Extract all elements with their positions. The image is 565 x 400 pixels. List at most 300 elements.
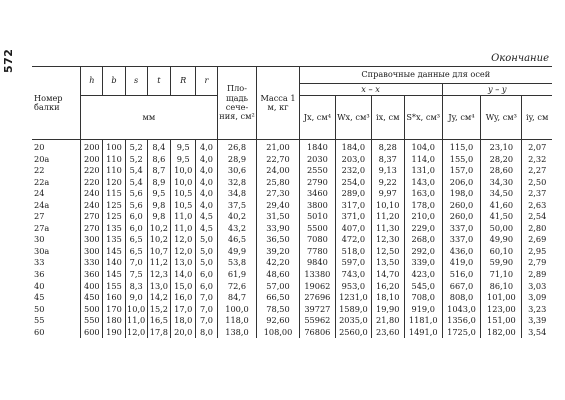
value-cell: 7,5 [125, 269, 147, 281]
value-cell: 4,0 [196, 165, 217, 177]
value-cell: 9,8 [147, 211, 170, 223]
value-cell: 7080 [299, 234, 336, 246]
beam-number-cell: 24а [34, 199, 50, 210]
value-cell: 1231,0 [336, 292, 371, 304]
header-ix: ix, см [371, 96, 404, 140]
value-cell: 71,10 [481, 269, 522, 281]
table-row [32, 292, 552, 304]
value-cell: 34,30 [481, 177, 522, 189]
value-cell: 2,80 [522, 223, 552, 235]
value-cell: 18,10 [371, 292, 404, 304]
value-cell: 120 [103, 177, 125, 189]
value-cell: 40,2 [217, 211, 257, 223]
value-cell: 8,28 [371, 140, 404, 154]
value-cell: 6,0 [125, 211, 147, 223]
value-cell: 110 [103, 154, 125, 166]
value-cell: 2560,0 [336, 327, 371, 339]
beam-number-cell: 36 [34, 269, 45, 280]
value-cell: 28,60 [481, 165, 522, 177]
value-cell: 1589,0 [336, 304, 371, 316]
value-cell: 667,0 [442, 281, 481, 293]
value-cell: 268,0 [404, 234, 442, 246]
value-cell: 400 [81, 281, 103, 293]
value-cell: 60,10 [481, 246, 522, 258]
header-wx: Wx, см³ [336, 96, 371, 140]
value-cell: 337,0 [442, 234, 481, 246]
value-cell: 49,9 [217, 246, 257, 258]
value-cell: 360 [81, 269, 103, 281]
value-cell: 5,0 [196, 234, 217, 246]
value-cell: 5,2 [125, 140, 147, 154]
value-cell: 16,5 [147, 315, 170, 327]
header-t: t [147, 67, 170, 96]
value-cell: 46,5 [217, 234, 257, 246]
value-cell: 86,10 [481, 281, 522, 293]
value-cell: 13,0 [171, 257, 196, 269]
value-cell: 2,79 [522, 257, 552, 269]
value-cell: 37,5 [217, 200, 257, 212]
value-cell: 10,2 [147, 223, 170, 235]
value-cell: 28,9 [217, 154, 257, 166]
value-cell: 53,8 [217, 257, 257, 269]
value-cell: 4,5 [196, 211, 217, 223]
value-cell: 3,09 [522, 292, 552, 304]
value-cell: 4,0 [196, 188, 217, 200]
value-cell: 16,20 [371, 281, 404, 293]
beam-number-cell: 20 [34, 142, 45, 152]
table-row [32, 257, 552, 269]
value-cell: 84,7 [217, 292, 257, 304]
value-cell: 12,50 [371, 246, 404, 258]
value-cell: 125 [103, 211, 125, 223]
value-cell: 210,0 [404, 211, 442, 223]
value-cell: 29,40 [257, 200, 299, 212]
value-cell: 808,0 [442, 292, 481, 304]
value-cell: 2,54 [522, 211, 552, 223]
value-cell: 4,5 [196, 223, 217, 235]
table-row [32, 223, 552, 235]
value-cell: 2,37 [522, 188, 552, 200]
table-row [32, 140, 552, 154]
beam-number-cell: 55 [34, 315, 45, 326]
beam-number-cell: 24 [34, 188, 45, 199]
header-h: h [81, 67, 103, 96]
value-cell: 18,0 [171, 315, 196, 327]
value-cell: 143,0 [404, 177, 442, 189]
value-cell: 206,0 [442, 177, 481, 189]
table-row [32, 188, 552, 200]
value-cell: 31,50 [257, 211, 299, 223]
value-cell: 34,8 [217, 188, 257, 200]
value-cell: 10,5 [171, 200, 196, 212]
value-cell: 72,6 [217, 281, 257, 293]
value-cell: 33,90 [257, 223, 299, 235]
header-b: b [103, 67, 125, 96]
value-cell: 7,0 [196, 304, 217, 316]
value-cell: 10,5 [171, 188, 196, 200]
value-cell: 3,03 [522, 281, 552, 293]
value-cell: 2550 [299, 165, 336, 177]
value-cell: 17,8 [147, 327, 170, 339]
table-row [32, 200, 552, 212]
value-cell: 182,00 [481, 327, 522, 339]
value-cell: 20,0 [171, 327, 196, 339]
header-jx: Jx, см⁴ [299, 96, 336, 140]
value-cell: 7780 [299, 246, 336, 258]
value-cell: 743,0 [336, 269, 371, 281]
value-cell: 151,00 [481, 315, 522, 327]
value-cell: 919,0 [404, 304, 442, 316]
table-row [32, 327, 552, 339]
header-jy: Jy, см⁴ [442, 96, 481, 140]
value-cell: 516,0 [442, 269, 481, 281]
value-cell: 49,90 [481, 234, 522, 246]
value-cell: 2,32 [522, 154, 552, 166]
value-cell: 270 [81, 223, 103, 235]
table-row [32, 165, 552, 177]
beam-number-cell: 27 [34, 211, 45, 222]
header-reference-data: Справочные данные для осей [299, 67, 552, 84]
value-cell: 550 [81, 315, 103, 327]
value-cell: 11,0 [127, 315, 146, 326]
beam-number-cell: 45 [34, 292, 45, 303]
value-cell: 220 [81, 165, 103, 177]
value-cell: 337,0 [442, 223, 481, 235]
value-cell: 3800 [299, 200, 336, 212]
table-row [32, 304, 552, 316]
value-cell: 11,0 [171, 211, 196, 223]
value-cell: 2035,0 [336, 315, 371, 327]
value-cell: 1840 [299, 140, 336, 154]
value-cell: 27,30 [257, 188, 299, 200]
value-cell: 2,07 [522, 140, 552, 154]
value-cell: 135 [103, 223, 125, 235]
value-cell: 518,0 [336, 246, 371, 258]
value-cell: 76806 [299, 327, 336, 339]
value-cell: 11,20 [371, 211, 404, 223]
value-cell: 145 [103, 246, 125, 258]
header-R: R [171, 67, 196, 96]
value-cell: 2,50 [522, 177, 552, 189]
value-cell: 419,0 [442, 257, 481, 269]
value-cell: 12,0 [171, 246, 196, 258]
value-cell: 27696 [299, 292, 336, 304]
value-cell: 2,89 [522, 269, 552, 281]
value-cell: 4,0 [196, 177, 217, 189]
value-cell: 6,0 [196, 281, 217, 293]
value-cell: 198,0 [442, 188, 481, 200]
value-cell: 3,23 [522, 304, 552, 316]
value-cell: 155,0 [442, 154, 481, 166]
value-cell: 2030 [299, 154, 336, 166]
value-cell: 135 [103, 234, 125, 246]
value-cell: 14,2 [147, 292, 170, 304]
value-cell: 260,0 [442, 200, 481, 212]
value-cell: 2,27 [522, 165, 552, 177]
value-cell: 92,60 [257, 315, 299, 327]
value-cell: 36,50 [257, 234, 299, 246]
value-cell: 240 [81, 188, 103, 200]
value-cell: 16,0 [171, 292, 196, 304]
value-cell: 41,50 [481, 211, 522, 223]
value-cell: 115 [103, 188, 125, 200]
value-cell: 500 [81, 304, 103, 316]
value-cell: 101,00 [481, 292, 522, 304]
value-cell: 953,0 [336, 281, 371, 293]
value-cell: 15,0 [171, 281, 196, 293]
value-cell: 21,00 [257, 140, 299, 154]
value-cell: 597,0 [336, 257, 371, 269]
value-cell: 545,0 [404, 281, 442, 293]
value-cell: 163,0 [404, 188, 442, 200]
value-cell: 15,2 [147, 304, 170, 316]
header-sx: S*x, см³ [404, 96, 442, 140]
value-cell: 5500 [299, 223, 336, 235]
value-cell: 300 [81, 234, 103, 246]
value-cell: 600 [81, 327, 103, 339]
value-cell: 114,0 [404, 154, 442, 166]
value-cell: 2790 [299, 177, 336, 189]
value-cell: 4,0 [196, 200, 217, 212]
header-beam-number: Номер балки [32, 67, 81, 140]
header-axis-x: x – x [299, 84, 442, 96]
value-cell: 10,10 [371, 200, 404, 212]
value-cell: 48,60 [257, 269, 299, 281]
value-cell: 232,0 [336, 165, 371, 177]
value-cell: 10,2 [147, 234, 170, 246]
value-cell: 23,10 [481, 140, 522, 154]
value-cell: 292,0 [404, 246, 442, 258]
value-cell: 178,0 [404, 200, 442, 212]
value-cell: 220 [81, 177, 103, 189]
value-cell: 34,50 [481, 188, 522, 200]
value-cell: 708,0 [404, 292, 442, 304]
value-cell: 5,6 [125, 200, 147, 212]
page-number: 572 [2, 48, 15, 74]
value-cell: 2,63 [522, 200, 552, 212]
value-cell: 10,0 [127, 303, 146, 314]
header-mm: мм [81, 96, 217, 140]
table-caption: Окончание [491, 53, 549, 64]
value-cell: 4,0 [196, 154, 217, 166]
value-cell: 13380 [299, 269, 336, 281]
value-cell: 180 [103, 315, 125, 327]
table-row [32, 246, 552, 258]
value-cell: 4,0 [196, 140, 217, 154]
value-cell: 5010 [299, 211, 336, 223]
value-cell: 100 [103, 140, 125, 154]
value-cell: 1181,0 [404, 315, 442, 327]
value-cell: 140 [103, 257, 125, 269]
value-cell: 8,6 [147, 154, 170, 166]
header-iy: iy, см [522, 96, 552, 140]
table-body [32, 140, 552, 339]
value-cell: 289,0 [336, 188, 371, 200]
value-cell: 254,0 [336, 177, 371, 189]
value-cell: 270 [81, 211, 103, 223]
value-cell: 5,6 [125, 188, 147, 200]
value-cell: 131,0 [404, 165, 442, 177]
value-cell: 6,0 [196, 269, 217, 281]
value-cell: 22,70 [257, 154, 299, 166]
value-cell: 5,0 [196, 246, 217, 258]
value-cell: 160 [103, 292, 125, 304]
value-cell: 41,60 [481, 200, 522, 212]
beam-number-cell: 33 [34, 257, 45, 268]
value-cell: 55962 [299, 315, 336, 327]
value-cell: 6,0 [125, 223, 147, 235]
value-cell: 11,30 [371, 223, 404, 235]
value-cell: 9,97 [371, 188, 404, 200]
value-cell: 9,13 [371, 165, 404, 177]
value-cell: 24,00 [257, 165, 299, 177]
value-cell: 1356,0 [442, 315, 481, 327]
value-cell: 10,7 [147, 246, 170, 258]
value-cell: 203,0 [336, 154, 371, 166]
beam-number-cell: 22а [34, 176, 50, 187]
value-cell: 26,8 [217, 140, 257, 154]
value-cell: 9,8 [147, 200, 170, 212]
value-cell: 12,30 [371, 234, 404, 246]
value-cell: 170 [103, 304, 125, 316]
value-cell: 6,5 [125, 246, 147, 258]
value-cell: 229,0 [404, 223, 442, 235]
value-cell: 184,0 [336, 140, 371, 154]
value-cell: 7,0 [125, 257, 147, 269]
value-cell: 6,5 [125, 234, 147, 246]
value-cell: 407,0 [336, 223, 371, 235]
value-cell: 23,60 [371, 327, 404, 339]
value-cell: 9,5 [147, 188, 170, 200]
value-cell: 240 [81, 200, 103, 212]
value-cell: 30,6 [217, 165, 257, 177]
value-cell: 12,3 [147, 269, 170, 281]
value-cell: 110 [103, 165, 125, 177]
value-cell: 12,0 [127, 326, 146, 337]
value-cell: 59,90 [481, 257, 522, 269]
value-cell: 8,37 [371, 154, 404, 166]
table-row [32, 269, 552, 281]
value-cell: 5,0 [196, 257, 217, 269]
value-cell: 2,95 [522, 246, 552, 258]
value-cell: 1491,0 [404, 327, 442, 339]
value-cell: 108,00 [257, 327, 299, 339]
value-cell: 7,0 [196, 292, 217, 304]
value-cell: 138,0 [217, 327, 257, 339]
value-cell: 157,0 [442, 165, 481, 177]
value-cell: 3,54 [522, 327, 552, 339]
value-cell: 2,69 [522, 234, 552, 246]
value-cell: 9840 [299, 257, 336, 269]
value-cell: 472,0 [336, 234, 371, 246]
value-cell: 200 [81, 140, 103, 154]
value-cell: 50,00 [481, 223, 522, 235]
value-cell: 371,0 [336, 211, 371, 223]
header-axis-y: y – y [442, 84, 552, 96]
value-cell: 8,3 [125, 281, 147, 293]
value-cell: 14,70 [371, 269, 404, 281]
value-cell: 115,0 [442, 140, 481, 154]
table-row [32, 315, 552, 327]
value-cell: 8,0 [196, 327, 217, 339]
beam-number-cell: 20а [34, 153, 50, 164]
value-cell: 123,00 [481, 304, 522, 316]
value-cell: 3460 [299, 188, 336, 200]
value-cell: 78,50 [257, 304, 299, 316]
header-r: r [196, 67, 217, 96]
value-cell: 8,9 [147, 177, 170, 189]
header-wy: Wy, см³ [481, 96, 522, 140]
value-cell: 1043,0 [442, 304, 481, 316]
value-cell: 7,0 [196, 315, 217, 327]
value-cell: 8,4 [147, 140, 170, 154]
table-row [32, 154, 552, 166]
value-cell: 11,2 [147, 257, 170, 269]
value-cell: 5,4 [125, 165, 147, 177]
value-cell: 100,0 [217, 304, 257, 316]
beam-number-cell: 22 [34, 165, 45, 176]
value-cell: 10,0 [171, 165, 196, 177]
value-cell: 57,00 [257, 281, 299, 293]
beam-number-cell: 27а [34, 222, 50, 233]
value-cell: 145 [103, 269, 125, 281]
value-cell: 9,5 [171, 154, 196, 166]
value-cell: 12,0 [171, 234, 196, 246]
value-cell: 42,20 [257, 257, 299, 269]
value-cell: 330 [81, 257, 103, 269]
value-cell: 423,0 [404, 269, 442, 281]
value-cell: 200 [81, 154, 103, 166]
value-cell: 43,2 [217, 223, 257, 235]
value-cell: 260,0 [442, 211, 481, 223]
value-cell: 5,4 [125, 177, 147, 189]
value-cell: 300 [81, 246, 103, 258]
value-cell: 19062 [299, 281, 336, 293]
value-cell: 21,80 [371, 315, 404, 327]
value-cell: 13,0 [147, 281, 170, 293]
beam-number-cell: 30 [34, 234, 45, 245]
value-cell: 39727 [299, 304, 336, 316]
beam-number-cell: 60 [34, 326, 45, 337]
value-cell: 8,7 [147, 165, 170, 177]
value-cell: 19,90 [371, 304, 404, 316]
value-cell: 450 [81, 292, 103, 304]
table-row [32, 177, 552, 189]
value-cell: 14,0 [171, 269, 196, 281]
value-cell: 125 [103, 200, 125, 212]
value-cell: 10,0 [171, 177, 196, 189]
table-row [32, 211, 552, 223]
value-cell: 104,0 [404, 140, 442, 154]
beam-number-cell: 30а [34, 245, 50, 256]
value-cell: 25,80 [257, 177, 299, 189]
value-cell: 66,50 [257, 292, 299, 304]
table-row [32, 234, 552, 246]
value-cell: 5,2 [125, 154, 147, 166]
table-row [32, 281, 552, 293]
value-cell: 17,0 [171, 304, 196, 316]
value-cell: 11,0 [171, 223, 196, 235]
value-cell: 339,0 [404, 257, 442, 269]
value-cell: 32,8 [217, 177, 257, 189]
value-cell: 61,9 [217, 269, 257, 281]
value-cell: 9,0 [125, 292, 147, 304]
value-cell: 436,0 [442, 246, 481, 258]
value-cell: 13,50 [371, 257, 404, 269]
value-cell: 9,5 [171, 140, 196, 154]
value-cell: 190 [103, 327, 125, 339]
header-area: Пло-щадь сече-ния, см² [217, 67, 257, 140]
